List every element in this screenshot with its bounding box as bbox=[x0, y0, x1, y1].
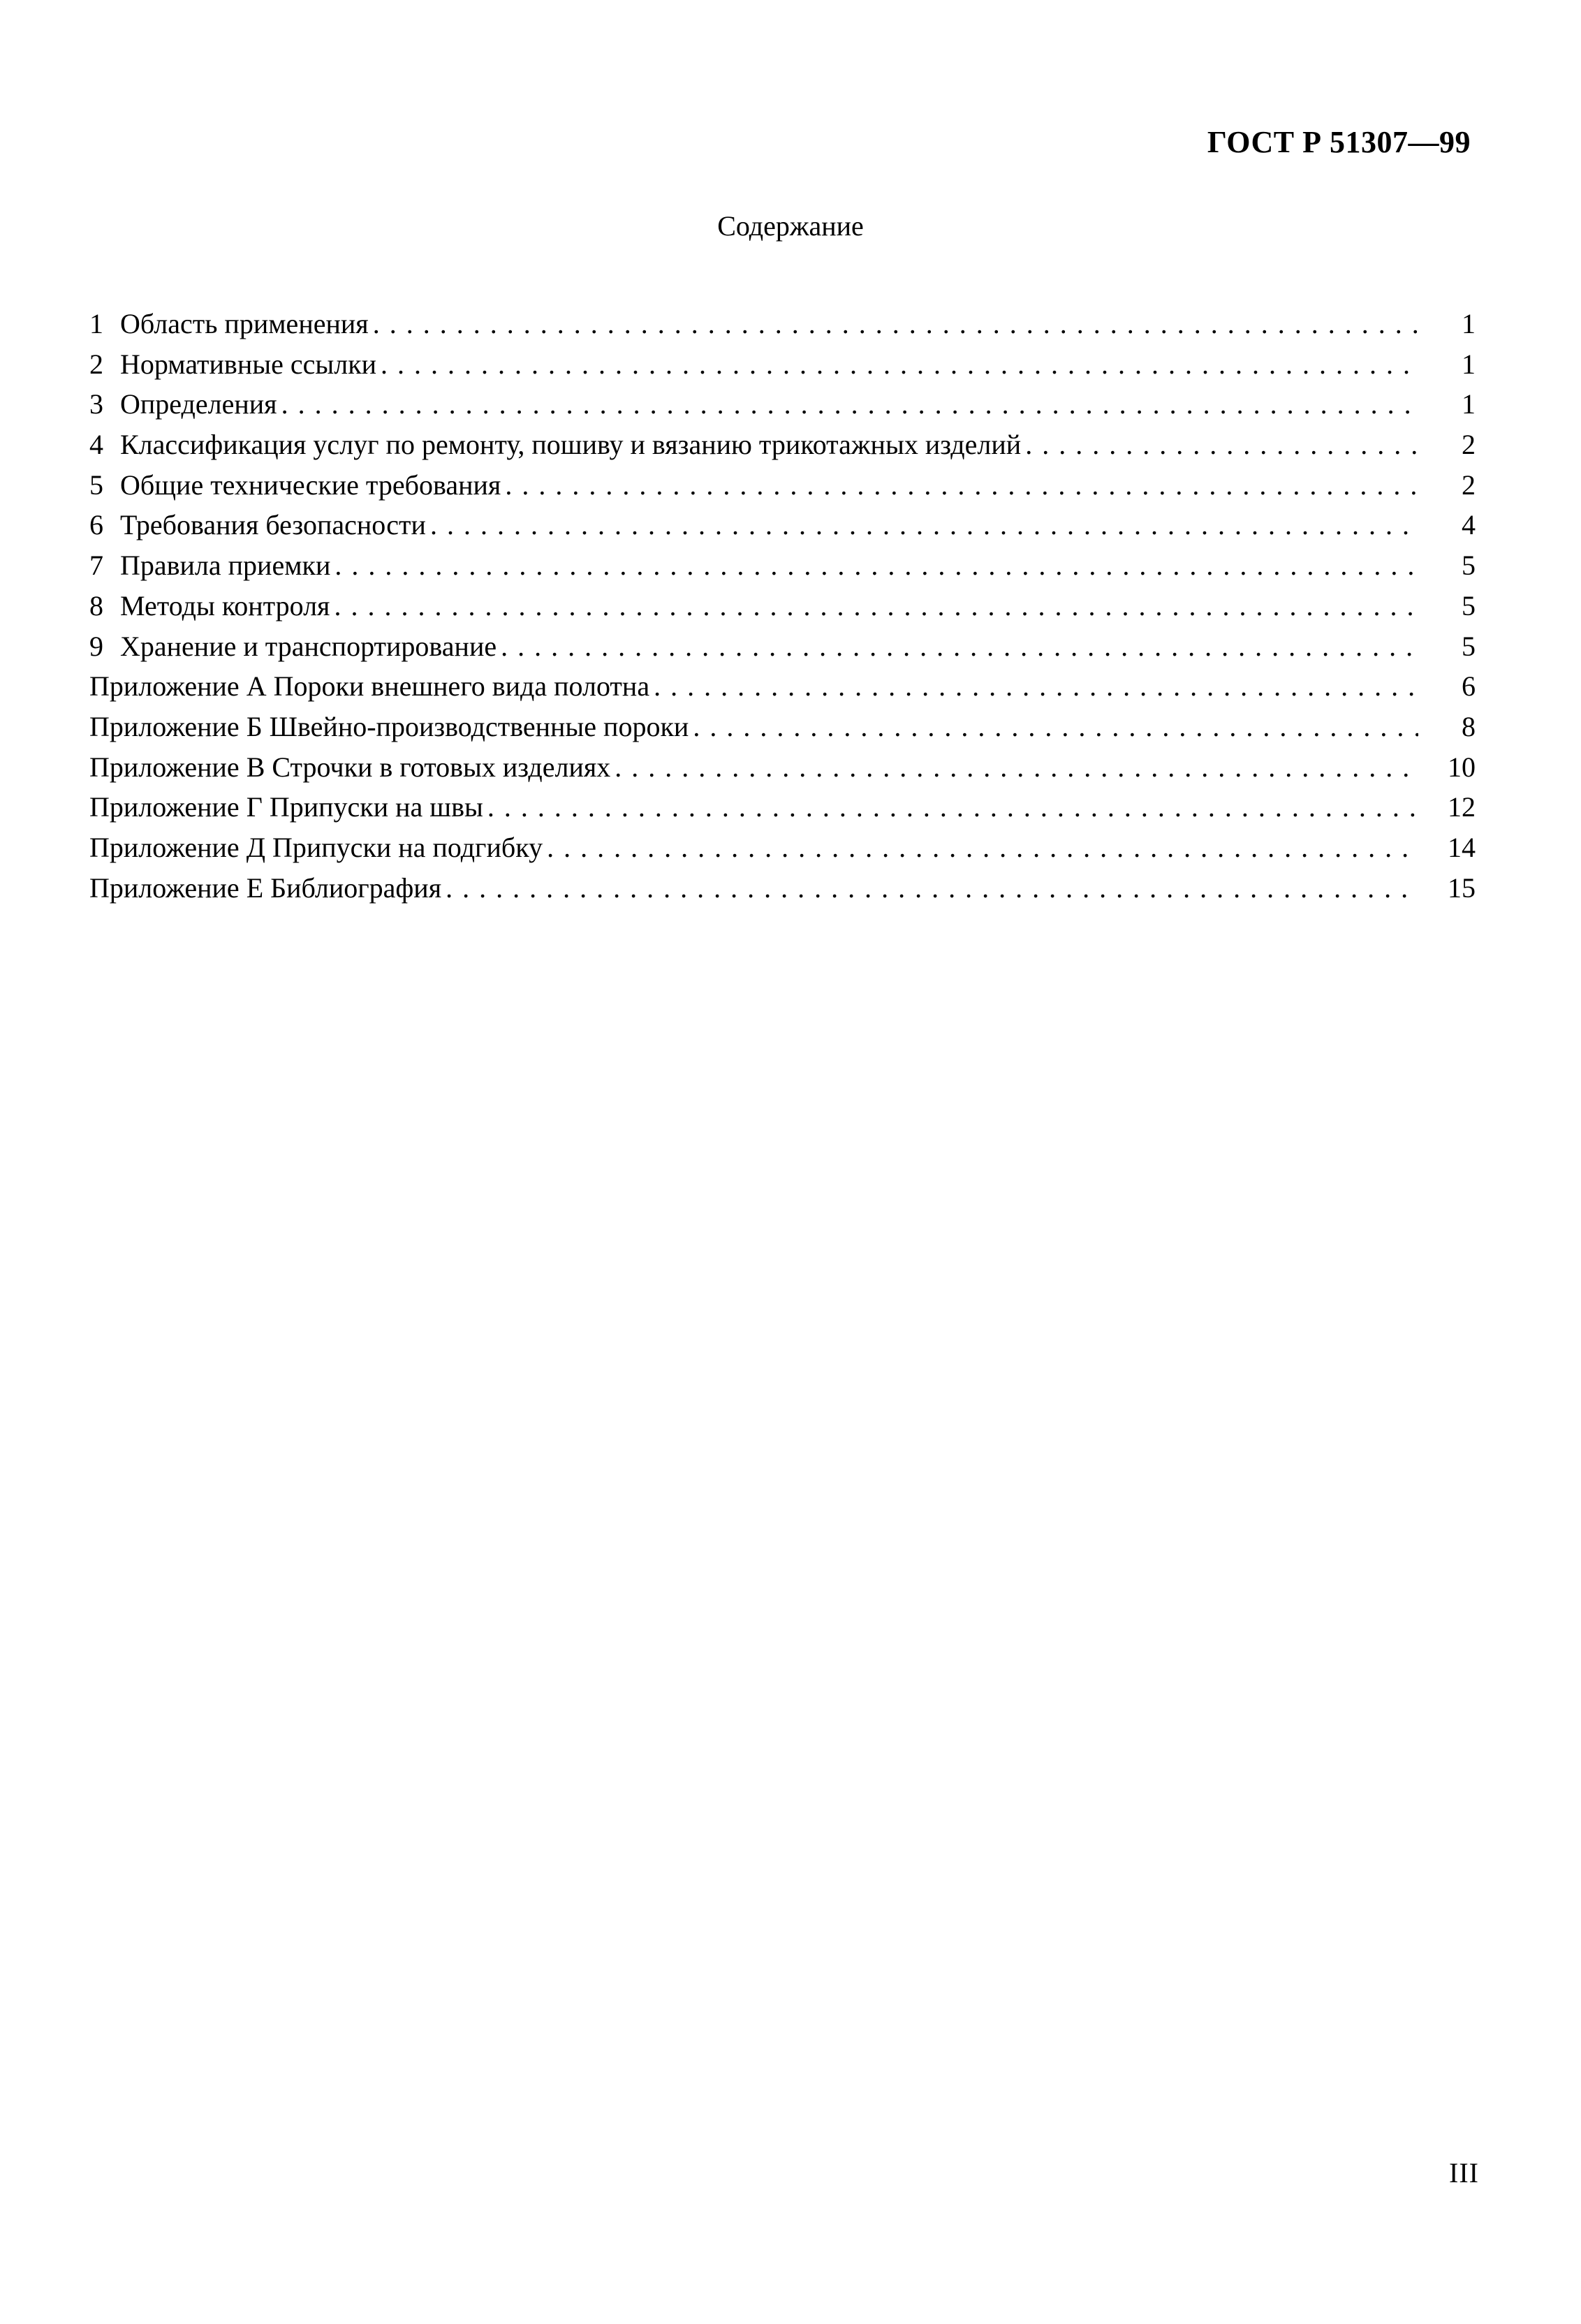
toc-entry-title: Правила приемки bbox=[120, 550, 331, 582]
document-code: ГОСТ Р 51307—99 bbox=[1207, 125, 1471, 159]
toc-entry[interactable] bbox=[89, 344, 1476, 385]
toc-entry-number: 6 bbox=[89, 509, 103, 541]
toc-entry-title: Общие технические требования bbox=[120, 469, 501, 501]
toc-entry-page: 10 bbox=[1448, 751, 1476, 783]
toc-entry-page: 2 bbox=[1462, 469, 1476, 501]
toc-entry-title: Классификация услуг по ремонту, пошиву и вязанию трикотажных изделий bbox=[120, 429, 1022, 461]
toc-entry-title: Методы контроля bbox=[120, 589, 330, 622]
toc-entry-title: Строчки в готовых изделиях bbox=[272, 751, 611, 783]
toc-dot-leader bbox=[505, 465, 1418, 506]
toc-entry-page: 12 bbox=[1448, 791, 1476, 823]
toc-title: Содержание bbox=[717, 210, 864, 242]
toc-dot-leader bbox=[334, 586, 1418, 626]
toc-entry-page: 15 bbox=[1448, 872, 1476, 904]
toc-dot-leader bbox=[373, 304, 1418, 344]
toc-dot-leader bbox=[693, 707, 1418, 747]
toc-entry[interactable] bbox=[89, 586, 1476, 626]
toc-entry[interactable] bbox=[89, 425, 1476, 465]
toc-entry[interactable] bbox=[89, 384, 1476, 425]
toc-entry-title: Библиография bbox=[270, 872, 442, 904]
toc-entry-number: Приложение Д bbox=[89, 831, 265, 863]
toc-entry[interactable] bbox=[89, 304, 1476, 344]
toc-entry-number: 3 bbox=[89, 388, 103, 420]
toc-entry-number: Приложение Б bbox=[89, 710, 263, 742]
table-of-contents bbox=[89, 304, 1476, 908]
toc-dot-leader bbox=[547, 828, 1418, 868]
toc-dot-leader bbox=[487, 787, 1418, 828]
toc-entry-title: Хранение и транспортирование bbox=[120, 630, 497, 662]
toc-entry-number: 1 bbox=[89, 308, 103, 339]
toc-dot-leader bbox=[501, 626, 1418, 667]
toc-entry-title: Область применения bbox=[120, 308, 369, 339]
toc-dot-leader bbox=[281, 384, 1418, 425]
toc-entry-page: 1 bbox=[1462, 388, 1476, 420]
toc-entry-page: 1 bbox=[1462, 348, 1476, 380]
toc-entry[interactable] bbox=[89, 505, 1476, 545]
toc-entry-title: Нормативные ссылки bbox=[120, 348, 377, 380]
toc-dot-leader bbox=[334, 545, 1418, 586]
toc-entry-page: 14 bbox=[1448, 831, 1476, 863]
toc-entry[interactable] bbox=[89, 626, 1476, 667]
toc-entry-number: 9 bbox=[89, 630, 103, 662]
toc-entry-title: Швейно-производственные пороки bbox=[269, 710, 689, 742]
toc-entry-page: 1 bbox=[1462, 308, 1476, 339]
toc-entry-appendix[interactable] bbox=[89, 747, 1476, 788]
toc-entry-title: Пороки внешнего вида полотна bbox=[273, 670, 650, 703]
toc-entry-appendix[interactable] bbox=[89, 707, 1476, 747]
toc-entry-page: 5 bbox=[1462, 589, 1476, 622]
toc-entry-page: 5 bbox=[1462, 630, 1476, 662]
toc-entry-number: Приложение Г bbox=[89, 791, 263, 823]
toc-entry-page: 5 bbox=[1462, 550, 1476, 582]
toc-entry-page: 6 bbox=[1462, 670, 1476, 703]
toc-entry-number: Приложение Е bbox=[89, 872, 264, 904]
toc-entry-page: 4 bbox=[1462, 509, 1476, 541]
toc-entry-appendix[interactable] bbox=[89, 868, 1476, 909]
toc-entry-page: 2 bbox=[1462, 429, 1476, 461]
toc-dot-leader bbox=[430, 505, 1418, 545]
toc-dot-leader bbox=[654, 666, 1418, 707]
toc-entry-number: 5 bbox=[89, 469, 103, 501]
toc-entry-number: 7 bbox=[89, 550, 103, 582]
toc-dot-leader bbox=[381, 344, 1418, 385]
toc-entry-number: Приложение А bbox=[89, 670, 267, 703]
toc-entry-title: Припуски на подгибку bbox=[272, 831, 543, 863]
toc-entry-number: 4 bbox=[89, 429, 103, 461]
toc-entry-number: 2 bbox=[89, 348, 103, 380]
toc-entry-appendix[interactable] bbox=[89, 666, 1476, 707]
toc-entry-number: 8 bbox=[89, 589, 103, 622]
toc-entry-title: Определения bbox=[120, 388, 277, 420]
toc-entry[interactable] bbox=[89, 465, 1476, 506]
page-number: III bbox=[1449, 2157, 1479, 2189]
toc-entry-appendix[interactable] bbox=[89, 787, 1476, 828]
toc-entry-page: 8 bbox=[1462, 710, 1476, 742]
toc-entry-number: Приложение В bbox=[89, 751, 265, 783]
toc-dot-leader bbox=[446, 868, 1418, 909]
toc-entry-appendix[interactable] bbox=[89, 828, 1476, 868]
toc-entry-title: Требования безопасности bbox=[120, 509, 426, 541]
toc-dot-leader bbox=[1025, 425, 1418, 465]
toc-dot-leader bbox=[615, 747, 1418, 788]
toc-entry[interactable] bbox=[89, 545, 1476, 586]
toc-entry-title: Припуски на швы bbox=[269, 791, 483, 823]
